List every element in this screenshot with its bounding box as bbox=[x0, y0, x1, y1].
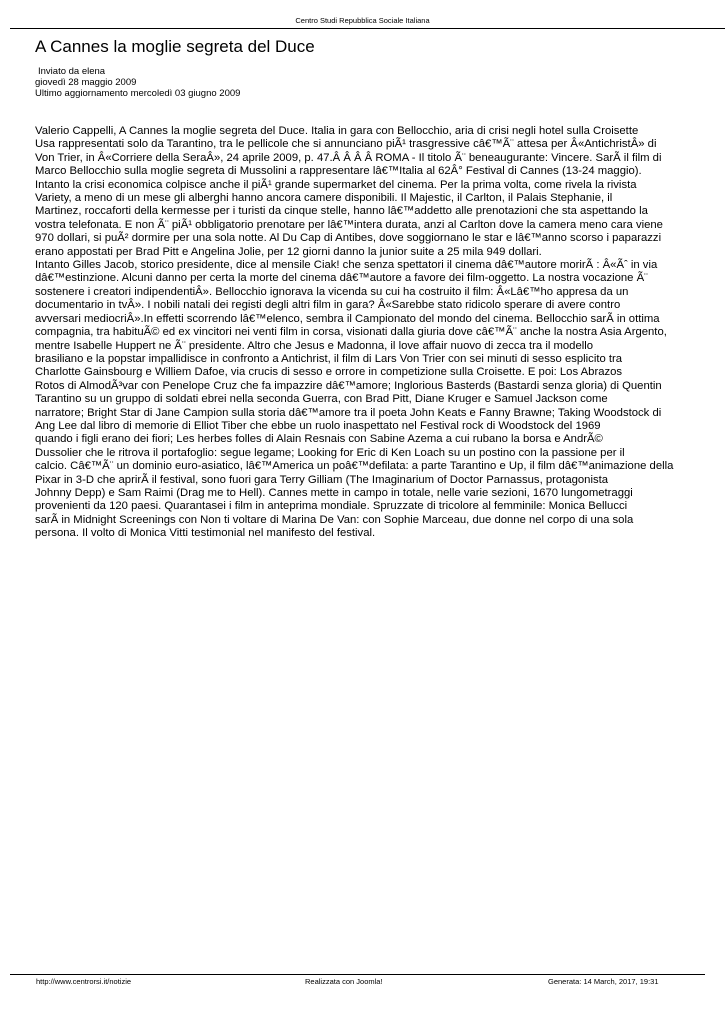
header-divider bbox=[10, 28, 725, 29]
body-line: sostenere i creatori indipendentiÂ». Bellocchio ignorava la vicenda su cui ha costruito il film: Â«Lâ€™ho appresa da un bbox=[35, 285, 629, 298]
body-line: vostra telefonata. E non Ã¨ piÃ¹ obbligatorio prenotare per lâ€™intera durata, anzi al Carlton dove la camera meno cara viene bbox=[35, 218, 663, 231]
article-meta bbox=[35, 66, 240, 99]
body-line: Valerio Cappelli, A Cannes la moglie segreta del Duce. Italia in gara con Bellocchio, aria di crisi negli hotel sulla Croisette bbox=[35, 125, 639, 137]
body-line: Marco Bellocchio sulla moglie segreta di Mussolini a rappresentare lâ€™Italia al 62Â° Festival di Cannes (13-24 maggio). bbox=[35, 165, 642, 178]
body-line: Intanto la crisi economica colpisce anche il piÃ¹ grande supermarket del cinema. Per la prima volta, come rivela la rivista bbox=[35, 178, 637, 191]
body-line: Usa rappresentati solo da Tarantino, tra le pellicole che si annunciano piÃ¹ trasgressive câ€™Ã¨ attesa per Â«AntichristÂ» di bbox=[35, 138, 657, 151]
body-line: Intanto Gilles Jacob, storico presidente, dice al mensile Ciak! che senza spettatori il cinema dâ€™autore morirÃ : Â«Ãˆ in via bbox=[35, 259, 658, 272]
body-line: dâ€™estinzione. Alcuni danno per certa la morte del cinema dâ€™autore a favore dei film-oggetto. La nostra vocazione Ã¨ bbox=[35, 272, 648, 285]
body-line: Tarantino su un gruppo di soldati ebrei nella seconda Guerra, con Brad Pitt, Diane Kruger e Samuel Jackson come bbox=[35, 393, 608, 406]
body-line: Johnny Depp) e Sam Raimi (Drag me to Hell). Cannes mette in campo in totale, nelle varie sezioni, 1670 lungometraggi bbox=[35, 486, 633, 499]
article-date: giovedì 28 maggio 2009 bbox=[35, 77, 137, 88]
article-author: Inviato da elena bbox=[38, 66, 106, 77]
body-line: Von Trier, in Â«Corriere della SeraÂ», 24 aprile 2009, p. 47.Â Â Â Â ROMA - Il titolo Ã¨ beneaugurante: Vincere. SarÃ il film di bbox=[35, 151, 662, 164]
footer-url: http://www.centrorsi.it/notizie bbox=[36, 977, 132, 986]
body-line: calcio. Câ€™Ã¨ un dominio euro-asiatico, lâ€™America un poâ€™defilata: a parte Tarantino e Up, il film dâ€™animazione della bbox=[35, 460, 674, 473]
body-line: sarÃ in Midnight Screenings con Non ti voltare di Marina De Van: con Sophie Marceau, due donne nel corpo di una sola bbox=[35, 513, 634, 526]
body-line: avversari mediocriÂ».In effetti scorrendo lâ€™elenco, sembra il Campionato del mondo del cinema. Bellocchio sarÃ in ottima bbox=[35, 312, 660, 325]
footer-divider bbox=[10, 974, 705, 975]
body-line: quando i figli erano dei fiori; Les herbes folles di Alain Resnais con Sabine Azema a cui rubano la borsa e AndrÃ© bbox=[35, 433, 603, 446]
body-line: mentre Isabelle Huppert ne Ã¨ presidente. Altro che Jesus e Madonna, il love affair nuovo di zecca tra il modello bbox=[35, 339, 594, 352]
body-line: compagnia, tra habituÃ© ed ex vincitori nei venti film in corsa, visionati dalla giuria dove câ€™Ã¨ anche la nostra Asia Argento, bbox=[35, 326, 667, 339]
site-header: Centro Studi Repubblica Sociale Italiana bbox=[295, 16, 430, 25]
body-line: Martinez, roccaforti della kermesse per i turisti da cinque stelle, hanno lâ€™addetto alle prenotazioni che sta aspettando la bbox=[35, 205, 648, 218]
body-line: narratore; Bright Star di Jane Campion sulla storia dâ€™amore tra il poeta John Keats e Fanny Brawne; Taking Woodstock di bbox=[35, 406, 662, 419]
body-line: Charlotte Gainsbourg e Williem Dafoe, via crucis di sesso e orrore in competizione sulla Croisette. E poi: Los Abrazos bbox=[35, 366, 623, 379]
body-line: erano appostati per Brad Pitt e Angelina Jolie, per 12 giorni danno la junior suite a 25 mila 949 dollari. bbox=[35, 245, 542, 258]
body-line: Variety, a meno di un mese gli alberghi hanno ancora camere disponibili. Il Majestic, il Carlton, il Palais Stephanie, il bbox=[35, 192, 613, 205]
article-title: A Cannes la moglie segreta del Duce bbox=[35, 37, 315, 56]
body-line: Ang Lee dal libro di memorie di Elliot Tiber che ebbe un ruolo inaspettato nel Festival rock di Woodstock del 1969 bbox=[35, 419, 601, 432]
footer-powered-by: Realizzata con Joomla! bbox=[305, 977, 383, 986]
body-line: Pixar in 3-D che aprirÃ il festival, sono fuori gara Terry Gilliam (The Imaginarium of Doctor Parnassus, protagonista bbox=[35, 473, 609, 486]
article-body bbox=[35, 125, 725, 541]
body-line: provenienti da 120 paesi. Quarantasei i film in anteprima mondiale. Spruzzate di tricolore al femminile: Monica Bellucci bbox=[35, 500, 628, 513]
body-line: 970 dollari, si puÃ² dormire per una sola notte. Al Du Cap di Antibes, dove soggiornano le star e lâ€™anno scorso i paparazzi bbox=[35, 232, 662, 245]
body-line: Dussolier che le ritrova il portafoglio: segue legame; Looking for Eric di Ken Loach su un postino con la passione per il bbox=[35, 446, 625, 459]
body-line: documentario in tvÂ». I nobili natali dei registi degli altri film in gara? Â«Sarebbe stato ridicolo sperare di avere contro bbox=[35, 299, 621, 312]
footer-generated: Generata: 14 March, 2017, 19:31 bbox=[548, 977, 659, 986]
body-line: brasiliano e la popstar impallidisce in confronto a Antichrist, il film di Lars Von Trier con sei minuti di sesso esplicito tra bbox=[35, 352, 623, 365]
body-line: persona. Il volto di Monica Vitti testimonial nel manifesto del festival. bbox=[35, 527, 376, 540]
body-line: Rotos di AlmodÃ³var con Penelope Cruz che fa impazzire dâ€™amore; Inglorious Basterds (Bastardi senza gloria) di Quentin bbox=[35, 379, 662, 392]
article-updated: Ultimo aggiornamento mercoledì 03 giugno 2009 bbox=[35, 88, 241, 99]
